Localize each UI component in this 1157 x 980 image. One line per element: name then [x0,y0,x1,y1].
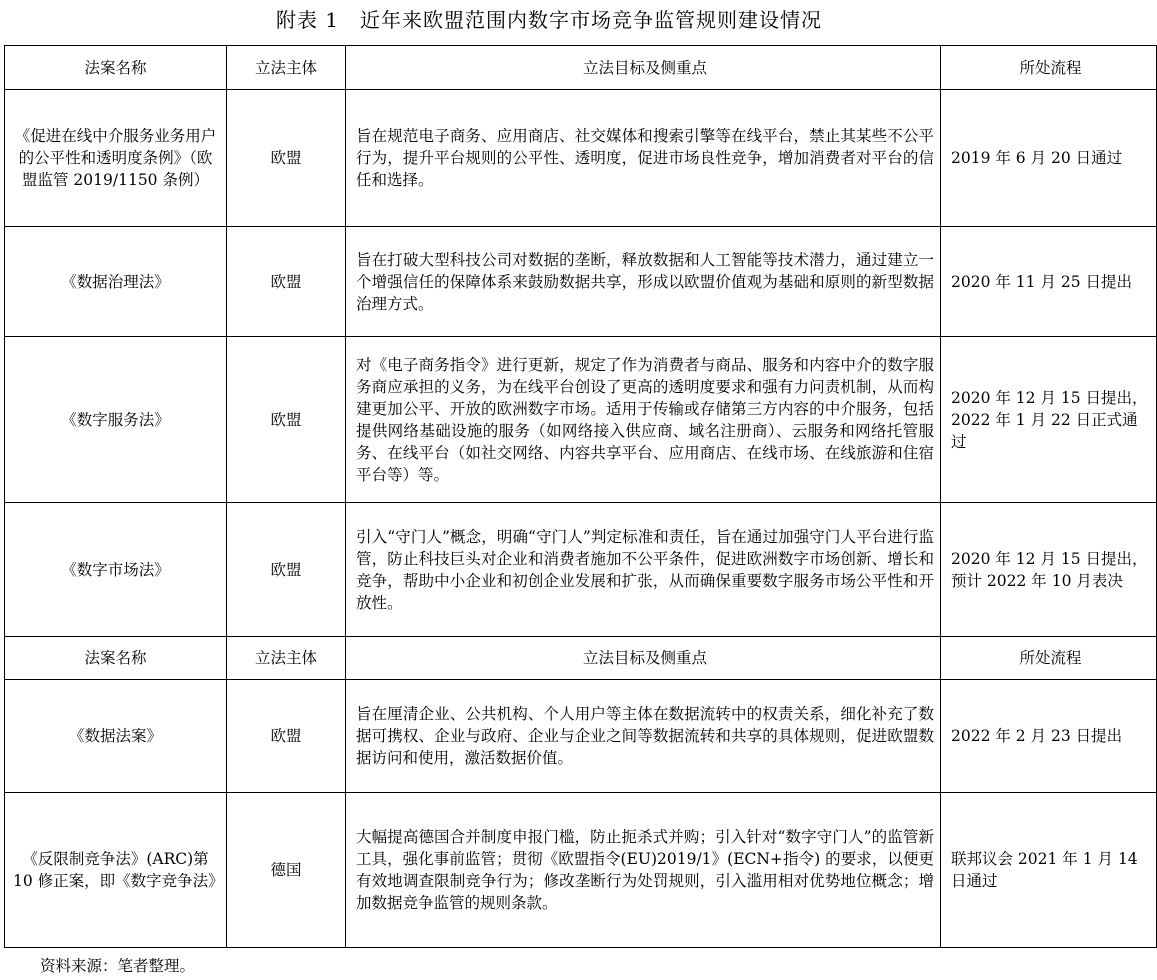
law-name-cell: 《促进在线中介服务业务用户的公平性和透明度条例》（欧盟监管 2019/1150 条例） [5,90,227,227]
table-header-row [5,637,1157,680]
law-name-cell: 《数字市场法》 [5,503,227,637]
law-name-cell: 《反限制竞争法》(ARC)第 10 修正案，即《数字竞争法》 [5,793,227,948]
law-name-cell: 《数字服务法》 [5,337,227,503]
table-row [5,337,1157,503]
goal-cell: 旨在厘清企业、公共机构、个人用户等主体在数据流转中的权责关系，细化补充了数据可携权、企业与政府、企业与企业之间等数据流转和共享的具体规则，促进欧盟数据访问和使用，激活数据价值。 [346,680,941,793]
legislator-cell: 欧盟 [227,90,346,227]
header-goal: 立法目标及侧重点 [346,46,941,90]
header-goal: 立法目标及侧重点 [346,637,941,680]
legislator-cell: 欧盟 [227,680,346,793]
law-name-cell: 《数据法案》 [5,680,227,793]
regulation-table [4,45,1157,948]
header-legislator: 立法主体 [227,637,346,680]
status-cell: 2020 年 12 月 15 日提出，预计 2022 年 10 月表决 [941,503,1157,637]
law-name-cell: 《数据治理法》 [5,227,227,337]
table-row [5,227,1157,337]
status-cell: 2019 年 6 月 20 日通过 [941,90,1157,227]
goal-cell: 对《电子商务指令》进行更新，规定了作为消费者与商品、服务和内容中介的数字服务商应承担的义务，为在线平台创设了更高的透明度要求和强有力问责机制，从而构建更加公平、开放的欧洲数字市场。适用于传输或存储第三方内容的中介服务，包括提供网络基础设施的服务（如网络接入供应商、域名注册商）、云服务和网络托管服务、在线平台（如社交网络、内容共享平台、应用商店、在线市场、在线旅游和住宿平台等）等。 [346,337,941,503]
status-cell: 2020 年 11 月 25 日提出 [941,227,1157,337]
source-note: 资料来源：笔者整理。 [40,957,196,975]
header-legislator: 立法主体 [227,46,346,90]
header-status: 所处流程 [941,46,1157,90]
table-row [5,680,1157,793]
status-cell: 联邦议会 2021 年 1 月 14 日通过 [941,793,1157,948]
goal-cell: 引入“守门人”概念，明确“守门人”判定标准和责任，旨在通过加强守门人平台进行监管，防止科技巨头对企业和消费者施加不公平条件，促进欧洲数字市场创新、增长和竞争，帮助中小企业和初创企业发展和扩张，从而确保重要数字服务市场公平性和开放性。 [346,503,941,637]
header-law-name: 法案名称 [5,46,227,90]
legislator-cell: 德国 [227,793,346,948]
legislator-cell: 欧盟 [227,337,346,503]
table-header-row [5,46,1157,90]
table-row [5,793,1157,948]
legislator-cell: 欧盟 [227,227,346,337]
header-law-name: 法案名称 [5,637,227,680]
status-cell: 2020 年 12 月 15 日提出，2022 年 1 月 22 日正式通过 [941,337,1157,503]
goal-cell: 旨在规范电子商务、应用商店、社交媒体和搜索引擎等在线平台，禁止其某些不公平行为，提升平台规则的公平性、透明度，促进市场良性竞争，增加消费者对平台的信任和选择。 [346,90,941,227]
legislator-cell: 欧盟 [227,503,346,637]
table-row [5,90,1157,227]
goal-cell: 旨在打破大型科技公司对数据的垄断，释放数据和人工智能等技术潜力，通过建立一个增强信任的保障体系来鼓励数据共享，形成以欧盟价值观为基础和原则的新型数据治理方式。 [346,227,941,337]
table-title: 附表 1 近年来欧盟范围内数字市场竞争监管规则建设情况 [275,8,823,32]
goal-cell: 大幅提高德国合并制度申报门槛，防止扼杀式并购；引入针对“数字守门人”的监管新工具，强化事前监管；贯彻《欧盟指令(EU)2019/1》(ECN+指令) 的要求，以便更有效地调查限制竞争行为；修改垄断行为处罚规则，引入滥用相对优势地位概念；增加数据竞争监管的规则条款。 [346,793,941,948]
table-row [5,503,1157,637]
header-status: 所处流程 [941,637,1157,680]
status-cell: 2022 年 2 月 23 日提出 [941,680,1157,793]
